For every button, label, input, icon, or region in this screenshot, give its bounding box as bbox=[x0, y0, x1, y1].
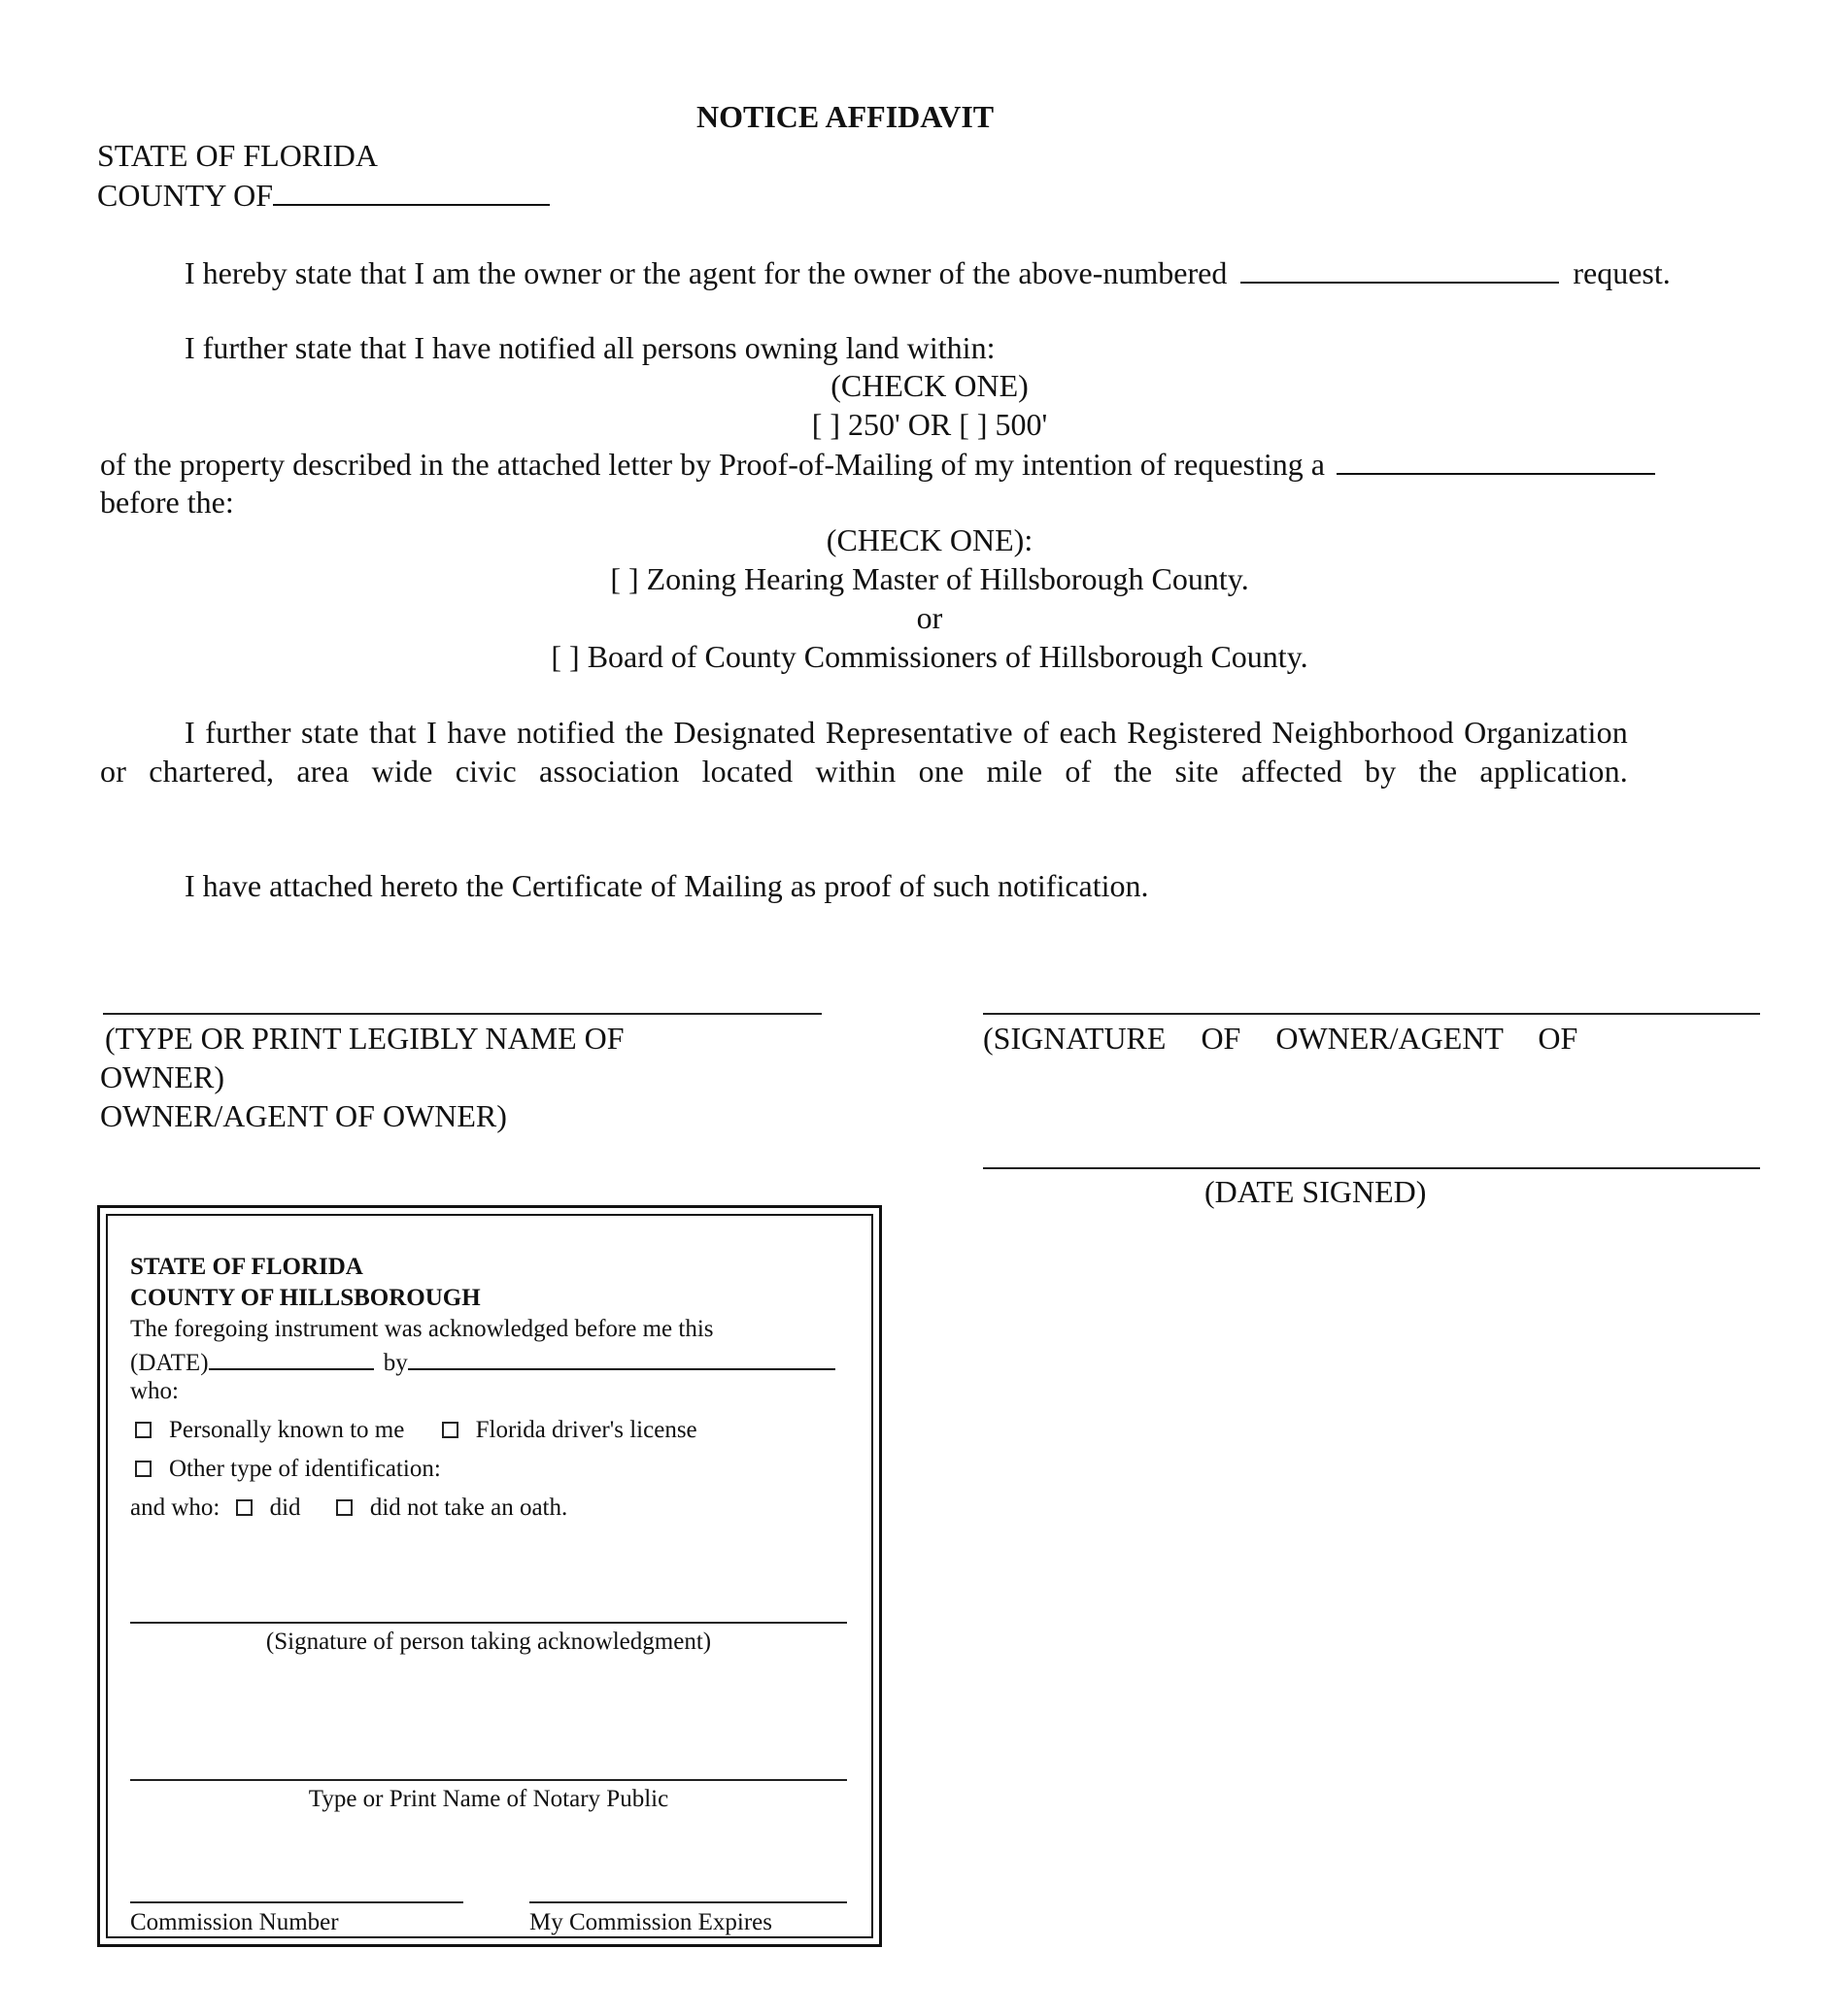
notary-signature-line[interactable] bbox=[130, 1622, 847, 1624]
owner-signature-label: (SIGNATURE OF OWNER/AGENT OF bbox=[983, 1021, 1578, 1056]
notary-inner-border bbox=[106, 1214, 873, 1938]
distance-options[interactable]: [ ] 250' OR [ ] 500' bbox=[811, 407, 1048, 442]
paragraph-notified-intro: I further state that I have notified all persons owning land within: bbox=[185, 330, 996, 365]
document-title: NOTICE AFFIDAVIT bbox=[696, 99, 995, 134]
notary-by-label: by bbox=[383, 1350, 408, 1376]
paragraph-neighborhood-notice: I further state that I have notified the Designated Representative of each Registered Neighborhood Organization or chartered, area wide civic association located within one mile of the site affected by the application. bbox=[100, 715, 1628, 789]
option-zoning-hearing-master[interactable]: [ ] Zoning Hearing Master of Hillsborough County. bbox=[610, 561, 1249, 596]
check-one-heading-2: (CHECK ONE): bbox=[826, 522, 1034, 557]
commission-expires-label: My Commission Expires bbox=[529, 1909, 773, 1935]
notary-id-row-1: Personally known to me Florida driver's license bbox=[135, 1415, 697, 1446]
notary-oath-row: and who: did did not take an oath. bbox=[130, 1495, 568, 1521]
checkbox-drivers-license[interactable] bbox=[442, 1422, 458, 1438]
paragraph-owner-statement: I hereby state that I am the owner or the agent for the owner of the above-numbered request. bbox=[185, 252, 1671, 292]
or-label: or bbox=[916, 600, 943, 635]
paragraph-property-line: of the property described in the attached letter by Proof-of-Mailing of my intention of requesting a bbox=[100, 444, 1655, 484]
owner-name-label-3: OWNER/AGENT OF OWNER) bbox=[100, 1098, 507, 1133]
notary-name-label: Type or Print Name of Notary Public bbox=[308, 1786, 669, 1812]
owner-name-line[interactable] bbox=[103, 1013, 822, 1015]
notary-date-blank[interactable] bbox=[209, 1345, 374, 1370]
checkbox-did-oath[interactable] bbox=[236, 1499, 253, 1516]
check-one-heading: (CHECK ONE) bbox=[830, 368, 1029, 403]
notary-ack-text: The foregoing instrument was acknowledged before me this bbox=[130, 1316, 714, 1342]
notary-county: COUNTY OF HILLSBOROUGH bbox=[130, 1285, 481, 1311]
county-line bbox=[97, 175, 550, 215]
notary-name-line[interactable] bbox=[130, 1779, 847, 1781]
notary-id-row-2: Other type of identification: bbox=[135, 1454, 441, 1485]
checkbox-did-not-oath[interactable] bbox=[336, 1499, 353, 1516]
checkbox-other-id[interactable] bbox=[135, 1461, 152, 1477]
owner-signature-line[interactable] bbox=[983, 1013, 1760, 1015]
notary-signature-label: (Signature of person taking acknowledgment) bbox=[265, 1629, 712, 1655]
commission-expires-line[interactable] bbox=[529, 1901, 847, 1903]
county-label: COUNTY OF bbox=[97, 178, 274, 213]
owner-name-label-1: (TYPE OR PRINT LEGIBLY NAME OF bbox=[105, 1021, 625, 1056]
date-signed-label: (DATE SIGNED) bbox=[1204, 1174, 1427, 1209]
request-type-blank[interactable] bbox=[1240, 252, 1559, 284]
notary-by-blank[interactable] bbox=[408, 1345, 835, 1370]
notary-date-line bbox=[130, 1345, 835, 1379]
notary-who-label: who: bbox=[130, 1378, 179, 1404]
commission-number-line[interactable] bbox=[130, 1901, 463, 1903]
notary-state: STATE OF FLORIDA bbox=[130, 1254, 363, 1280]
county-blank[interactable] bbox=[273, 175, 550, 206]
state-label: STATE OF FLORIDA bbox=[97, 138, 379, 173]
checkbox-personally-known[interactable] bbox=[135, 1422, 152, 1438]
owner-name-label-2: OWNER) bbox=[100, 1059, 224, 1094]
notary-date-label: (DATE) bbox=[130, 1350, 209, 1376]
paragraph-certificate: I have attached hereto the Certificate of Mailing as proof of such notification. bbox=[185, 868, 1149, 903]
option-board-commissioners[interactable]: [ ] Board of County Commissioners of Hillsborough County. bbox=[551, 639, 1308, 674]
notary-acknowledgment-box bbox=[97, 1205, 882, 1947]
commission-number-label: Commission Number bbox=[130, 1909, 339, 1935]
before-the-label: before the: bbox=[100, 485, 234, 520]
date-signed-line[interactable] bbox=[983, 1167, 1760, 1169]
requesting-blank[interactable] bbox=[1337, 444, 1655, 475]
